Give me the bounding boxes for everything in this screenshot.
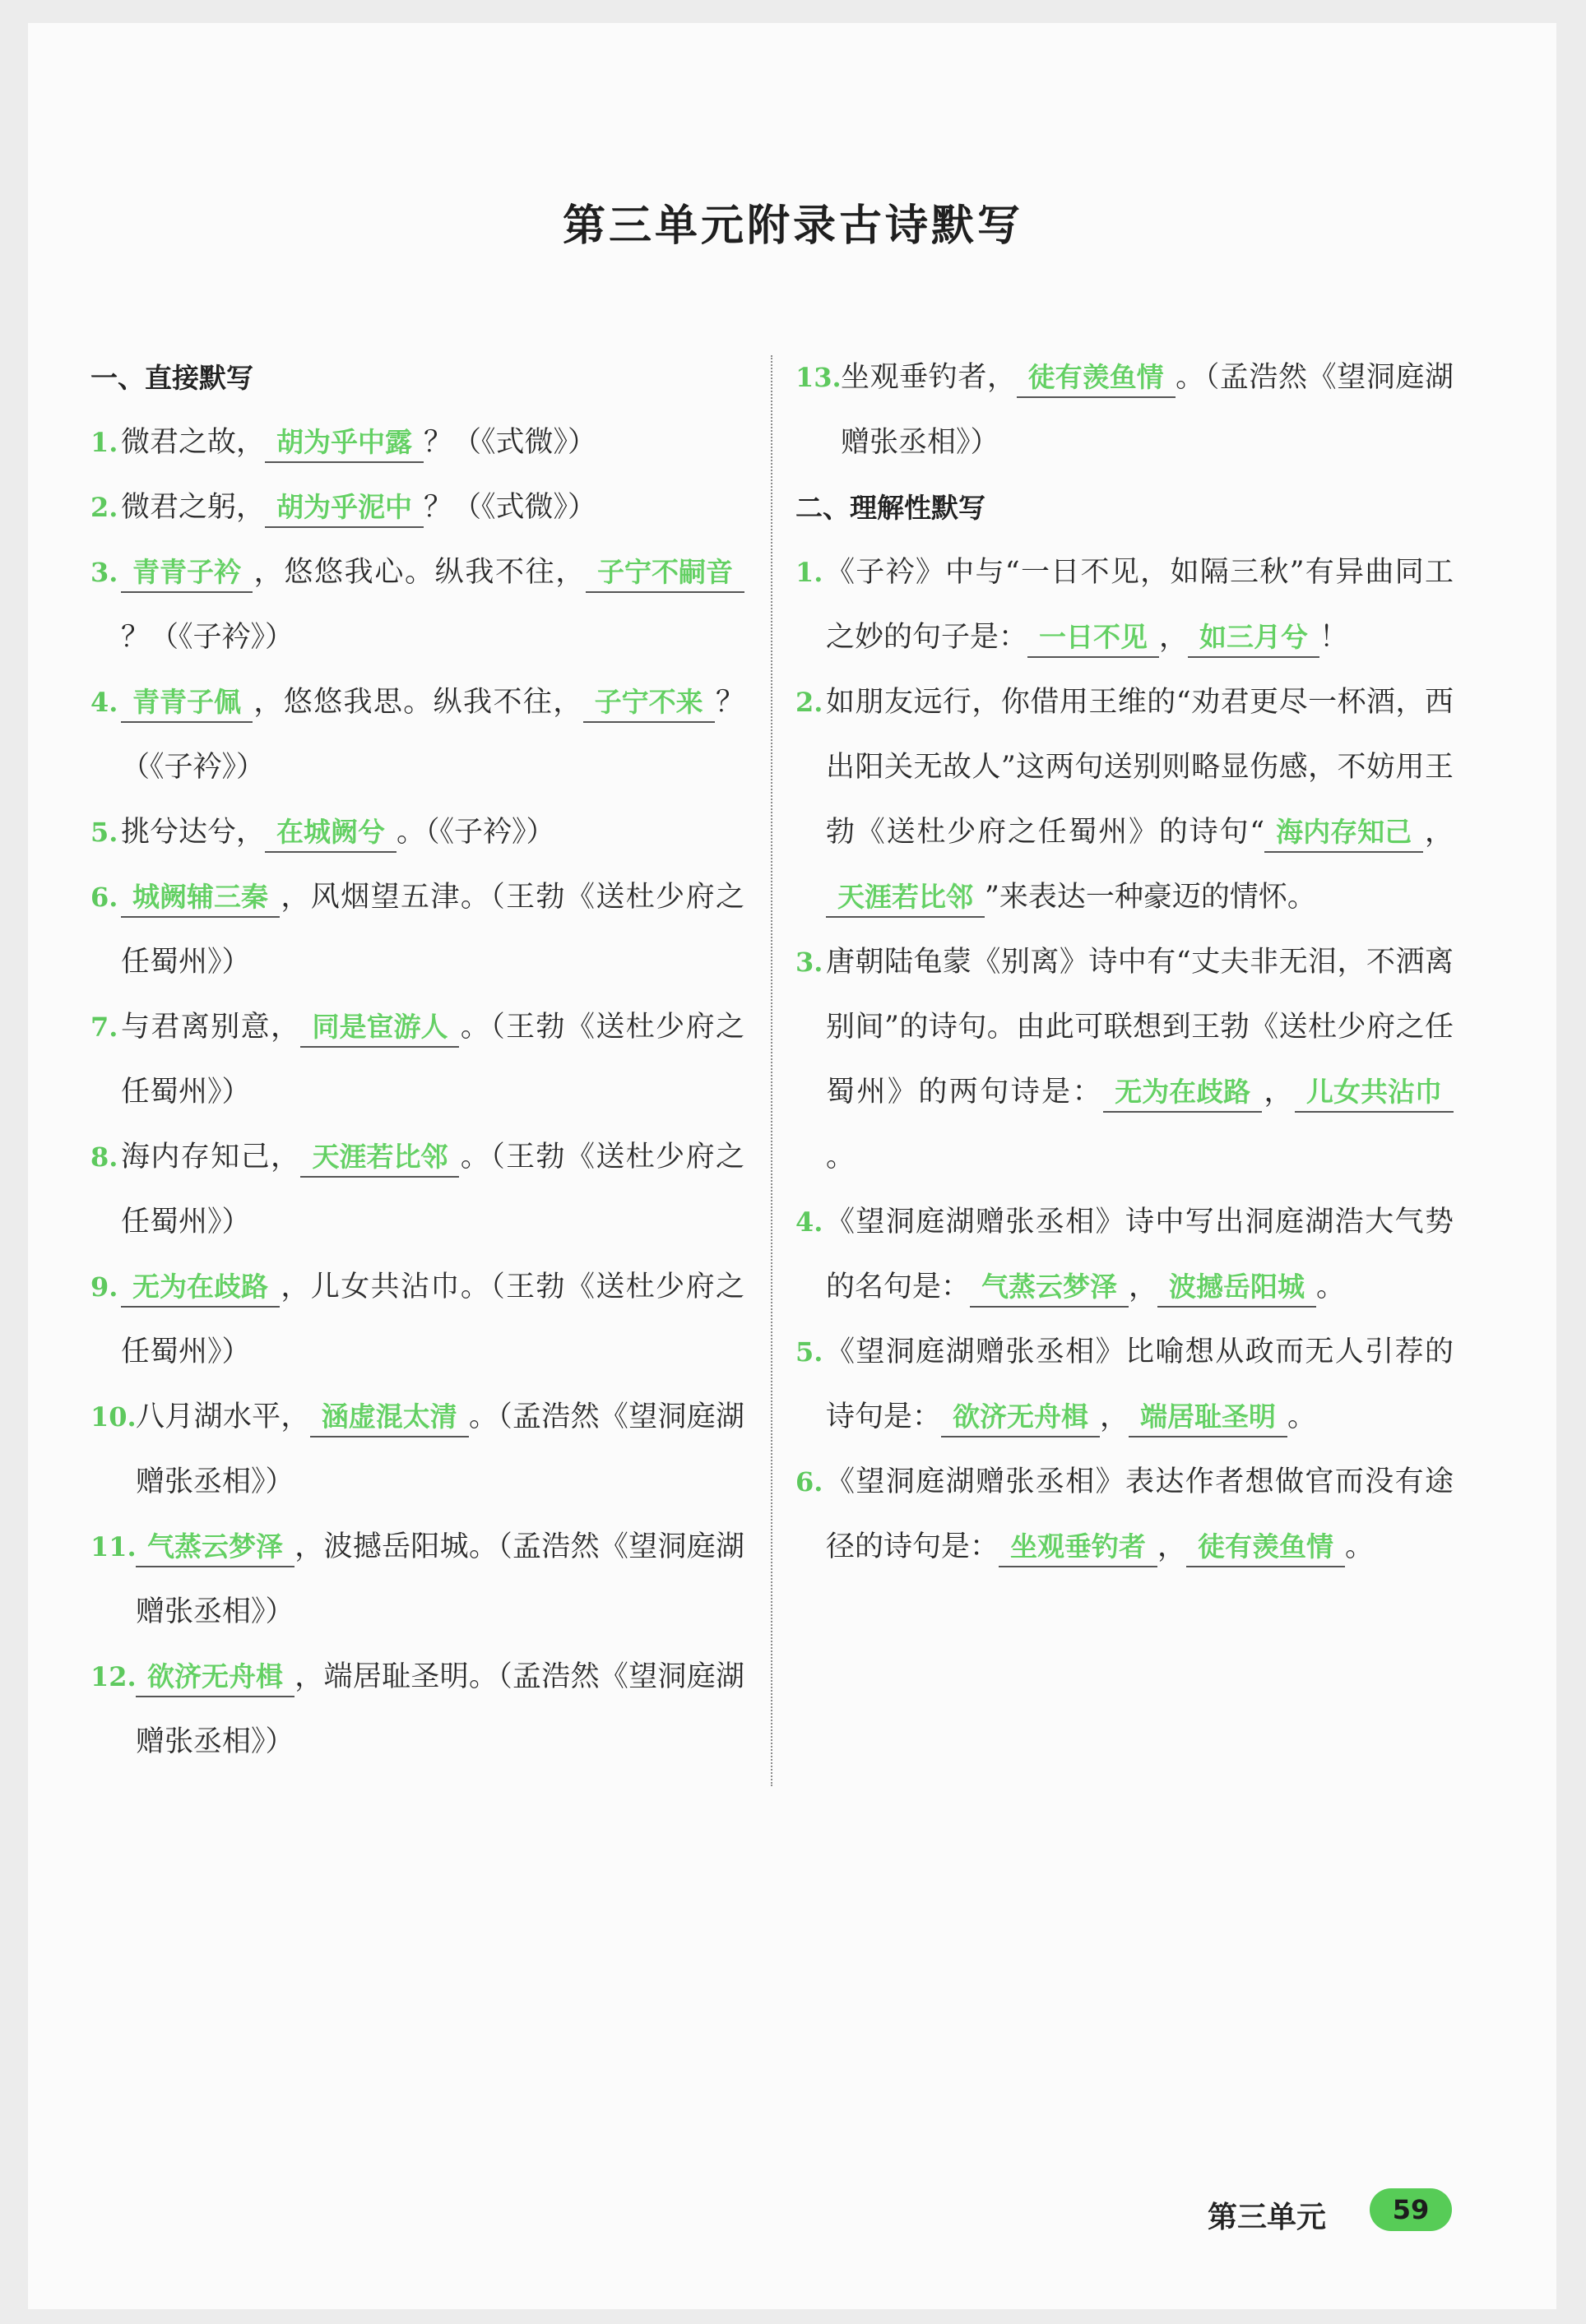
question-text: 。（王勃《送杜少府之任蜀州》） (121, 1011, 744, 1109)
unit-label: 第三单元 (1208, 2201, 1327, 2234)
answer-blank: 徒有羡鱼情 (1186, 1528, 1345, 1567)
comprehension-question-3 (795, 930, 1454, 1190)
right-column (795, 345, 1454, 1580)
question-number: 11. (90, 1531, 137, 1562)
question-text: 海内存知己， (121, 1141, 301, 1174)
question-number: 13. (795, 362, 842, 393)
question-text: 。 (1316, 1271, 1346, 1303)
question-text: ？（《子衿》） (121, 686, 744, 784)
question-text: 与君离别意， (121, 1011, 301, 1044)
question-number: 4. (795, 1206, 823, 1238)
section-heading-comprehension: 二、理解性默写 (795, 492, 985, 524)
question-text: ？（《子衿》） (121, 621, 294, 654)
question-text: ？（《式微》） (424, 426, 597, 459)
column-divider (771, 355, 772, 1786)
question-text: ！ (1319, 621, 1349, 654)
question-5 (90, 800, 744, 865)
comprehension-question-2 (795, 670, 1454, 930)
answer-blank: 无为在歧路 (121, 1268, 280, 1308)
answer-blank: 子宁不来 (583, 683, 715, 723)
question-text: ，悠悠我思。纵我不往， (253, 686, 583, 719)
question-7 (90, 995, 744, 1125)
question-number: 8. (90, 1141, 118, 1173)
question-text: ？（《式微》） (424, 491, 597, 524)
answer-blank: 子宁不嗣音 (586, 553, 744, 593)
answer-blank: 波撼岳阳城 (1157, 1268, 1316, 1308)
answer-blank: 青青子衿 (121, 553, 253, 593)
answer-blank: 欲济无舟楫 (136, 1658, 294, 1697)
question-number: 2. (795, 687, 823, 718)
question-11 (90, 1515, 744, 1645)
question-8 (90, 1125, 744, 1255)
question-text: ，波撼岳阳城。（孟浩然《望洞庭湖赠张丞相》） (136, 1530, 744, 1628)
question-text: ， (1129, 1271, 1158, 1303)
answer-blank: 欲济无舟楫 (941, 1398, 1100, 1437)
question-number: 4. (90, 687, 118, 718)
question-text: 八月湖水平， (136, 1400, 310, 1433)
question-text: 。 (1345, 1530, 1375, 1563)
question-number: 9. (90, 1271, 118, 1303)
question-13 (795, 345, 1454, 475)
comprehension-question-4 (795, 1190, 1454, 1320)
answer-blank: 海内存知己 (1264, 813, 1423, 853)
question-text: ， (1100, 1400, 1129, 1433)
answer-blank: 如三月兮 (1188, 618, 1319, 658)
answer-blank: 青青子佩 (121, 683, 253, 723)
question-number: 3. (795, 947, 823, 978)
question-text: 唐朝陆龟蒙《别离》诗中有“丈夫非无泪，不洒离别间”的诗句。由此可联想到王勃《送杜少府之任蜀州》的两句诗是： (826, 946, 1454, 1109)
page-number-badge: 59 (1370, 2188, 1452, 2231)
question-text: 《子衿》中与“一日不见，如隔三秋”有异曲同工之妙的句子是： (826, 556, 1454, 654)
question-text: ，悠悠我心。纵我不往， (253, 556, 586, 589)
question-10 (90, 1385, 744, 1515)
question-text: ， (1159, 621, 1189, 654)
question-text: 。（孟浩然《望洞庭湖赠张丞相》） (841, 361, 1454, 459)
answer-blank: 在城阙兮 (265, 813, 396, 853)
question-number: 2. (90, 492, 118, 523)
answer-blank: 胡为乎中露 (265, 424, 424, 463)
question-3 (90, 540, 744, 670)
question-text: ， (1423, 816, 1454, 849)
left-column (90, 345, 744, 1775)
comprehension-question-6 (795, 1450, 1454, 1580)
question-number: 6. (90, 882, 118, 913)
answer-blank: 涵虚混太清 (310, 1398, 469, 1437)
question-12 (90, 1645, 744, 1775)
question-text: 如朋友远行，你借用王维的“劝君更尽一杯酒，西出阳关无故人”这两句送别则略显伤感，不妨用王勃《送杜少府之任蜀州》的诗句“ (826, 686, 1454, 849)
question-text: 。（孟浩然《望洞庭湖赠张丞相》） (136, 1400, 744, 1498)
question-4 (90, 670, 744, 800)
question-number: 5. (795, 1336, 823, 1368)
answer-blank: 儿女共沾巾 (1295, 1073, 1454, 1113)
question-number: 12. (90, 1661, 137, 1692)
answer-blank: 气蒸云梦泽 (970, 1268, 1129, 1308)
answer-blank: 同是宦游人 (300, 1008, 459, 1048)
question-number: 3. (90, 557, 118, 588)
question-number: 1. (795, 557, 823, 588)
question-text: ，儿女共沾巾。（王勃《送杜少府之任蜀州》） (121, 1271, 744, 1368)
question-text: 《望洞庭湖赠张丞相》诗中写出洞庭湖浩大气势的名句是： (826, 1206, 1454, 1303)
question-text: 坐观垂钓者， (841, 361, 1017, 394)
question-number: 7. (90, 1012, 118, 1043)
answer-blank: 无为在歧路 (1103, 1073, 1262, 1113)
question-text: 。 (1287, 1400, 1317, 1433)
question-text: 《望洞庭湖赠张丞相》表达作者想做官而没有途径的诗句是： (826, 1465, 1454, 1563)
question-text: 《望洞庭湖赠张丞相》比喻想从政而无人引荐的诗句是： (826, 1336, 1454, 1433)
answer-blank: 气蒸云梦泽 (136, 1528, 294, 1567)
question-number: 5. (90, 817, 118, 848)
question-text: ，风烟望五津。（王勃《送杜少府之任蜀州》） (121, 881, 744, 979)
question-6 (90, 865, 744, 995)
question-number: 1. (90, 427, 118, 458)
answer-blank: 胡为乎泥中 (265, 488, 424, 528)
question-2 (90, 475, 744, 540)
question-text: ， (1262, 1076, 1295, 1109)
section-heading-direct: 一、直接默写 (90, 362, 253, 394)
answer-blank: 坐观垂钓者 (999, 1528, 1157, 1567)
question-text: 微君之故， (121, 426, 266, 459)
page-title: 第三单元附录古诗默写 (562, 201, 1023, 251)
answer-blank: 端居耻圣明 (1129, 1398, 1287, 1437)
answer-blank: 徒有羡鱼情 (1017, 359, 1176, 398)
question-text: ”来表达一种豪迈的情怀。 (985, 881, 1316, 914)
question-number: 6. (795, 1466, 823, 1498)
answer-blank: 一日不见 (1027, 618, 1159, 658)
question-1 (90, 410, 744, 475)
comprehension-question-1 (795, 540, 1454, 670)
question-9 (90, 1255, 744, 1385)
comprehension-question-5 (795, 1320, 1454, 1450)
question-text: 。（《子衿》） (396, 816, 555, 849)
question-number: 10. (90, 1401, 137, 1433)
answer-blank: 城阙辅三秦 (121, 878, 280, 918)
question-text: ， (1157, 1530, 1187, 1563)
question-text: ，端居耻圣明。（孟浩然《望洞庭湖赠张丞相》） (136, 1660, 744, 1758)
question-text: 。（王勃《送杜少府之任蜀州》） (121, 1141, 744, 1238)
question-text: 。 (826, 1141, 856, 1174)
question-text: 挑兮达兮， (121, 816, 266, 849)
answer-blank: 天涯若比邻 (300, 1138, 459, 1178)
answer-blank: 天涯若比邻 (826, 878, 985, 918)
question-text: 微君之躬， (121, 491, 266, 524)
